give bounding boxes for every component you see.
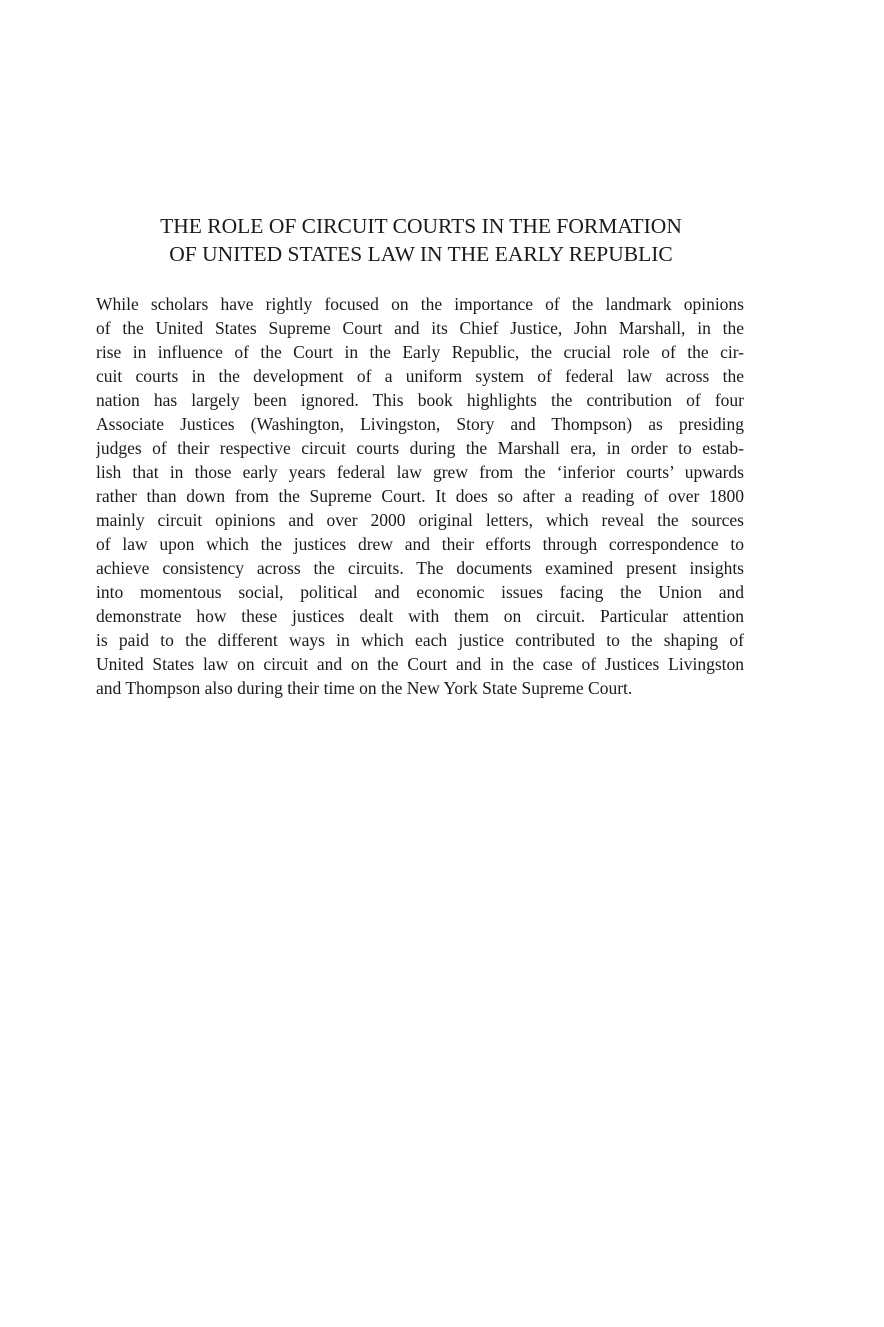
description-line: and Thompson also during their time on the New York State Supreme Court.: [96, 678, 633, 698]
title-line-2: OF UNITED STATES LAW IN THE EARLY REPUBLIC: [169, 242, 673, 266]
description-line: rise in influence of the Court in the Early Republic, the crucial role of the cir-: [96, 342, 744, 362]
description-line: judges of their respective circuit courts during the Marshall era, in order to estab-: [96, 438, 744, 458]
description-line: While scholars have rightly focused on the importance of the landmark opinions: [96, 294, 744, 314]
description-line: nation has largely been ignored. This book highlights the contribution of four: [96, 390, 744, 410]
book-title: [96, 212, 746, 268]
book-description: [96, 292, 744, 700]
description-line: United States law on circuit and on the Court and in the case of Justices Livingston: [96, 654, 744, 674]
description-line: Associate Justices (Washington, Livingston, Story and Thompson) as presiding: [96, 414, 744, 434]
title-line-1: THE ROLE OF CIRCUIT COURTS IN THE FORMATION: [160, 214, 682, 238]
description-line: of law upon which the justices drew and their efforts through correspondence to: [96, 534, 744, 554]
description-line: of the United States Supreme Court and its Chief Justice, John Marshall, in the: [96, 318, 744, 338]
description-line: demonstrate how these justices dealt with them on circuit. Particular attention: [96, 606, 744, 626]
description-line: is paid to the different ways in which each justice contributed to the shaping of: [96, 630, 744, 650]
description-line: mainly circuit opinions and over 2000 original letters, which reveal the sources: [96, 510, 744, 530]
description-line: rather than down from the Supreme Court. It does so after a reading of over 1800: [96, 486, 744, 506]
description-line: cuit courts in the development of a uniform system of federal law across the: [96, 366, 744, 386]
description-line: achieve consistency across the circuits. The documents examined present insights: [96, 558, 744, 578]
description-line: into momentous social, political and economic issues facing the Union and: [96, 582, 744, 602]
description-line: lish that in those early years federal law grew from the ‘inferior courts’ upwards: [96, 462, 744, 482]
